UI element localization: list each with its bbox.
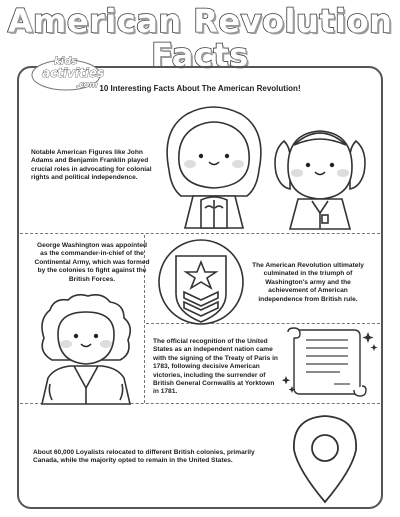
logo-text-com: .com bbox=[76, 80, 98, 89]
benjamin-franklin-figure-icon bbox=[270, 117, 370, 229]
logo-text-kids: kids bbox=[54, 56, 78, 67]
fact-text-3: The American Revolution ultimately culminated in the triumph of Washington's army and the achievement of American independence from British rule. bbox=[252, 262, 364, 303]
page-subtitle: 10 Interesting Facts About The American Revolution! bbox=[99, 84, 301, 93]
location-pin-icon bbox=[290, 414, 360, 506]
military-badge-icon bbox=[156, 238, 246, 326]
page-title-line-1: American Revolution bbox=[7, 2, 393, 40]
john-adams-figure-icon bbox=[157, 100, 272, 230]
section-divider bbox=[20, 233, 380, 234]
page-title-line-2: Facts bbox=[151, 36, 249, 74]
fact-text-4: The official recognition of the United States as an independent nation came with the signing of the Treaty of Paris in 1783, following decisive American victories, including the surrender of British General Cornwallis at Yorktown in 1781. bbox=[153, 338, 278, 396]
fact-text-2: George Washington was appointed as the commander-in-chief of the Continental Army, which was formed by the colonies to fight against the British Forces. bbox=[34, 242, 150, 283]
logo-text-activities: activities bbox=[42, 66, 105, 80]
fact-text-1: Notable American Figures like John Adams and Benjamin Franklin played crucial roles in advocating for colonial rights and political independence. bbox=[31, 149, 152, 182]
treaty-scroll-icon bbox=[284, 326, 379, 398]
george-washington-figure-icon bbox=[30, 292, 145, 404]
fact-text-5: About 60,000 Loyalists relocated to different British colonies, primarily Canada, while the majority opted to remain in the United States. bbox=[33, 449, 255, 465]
